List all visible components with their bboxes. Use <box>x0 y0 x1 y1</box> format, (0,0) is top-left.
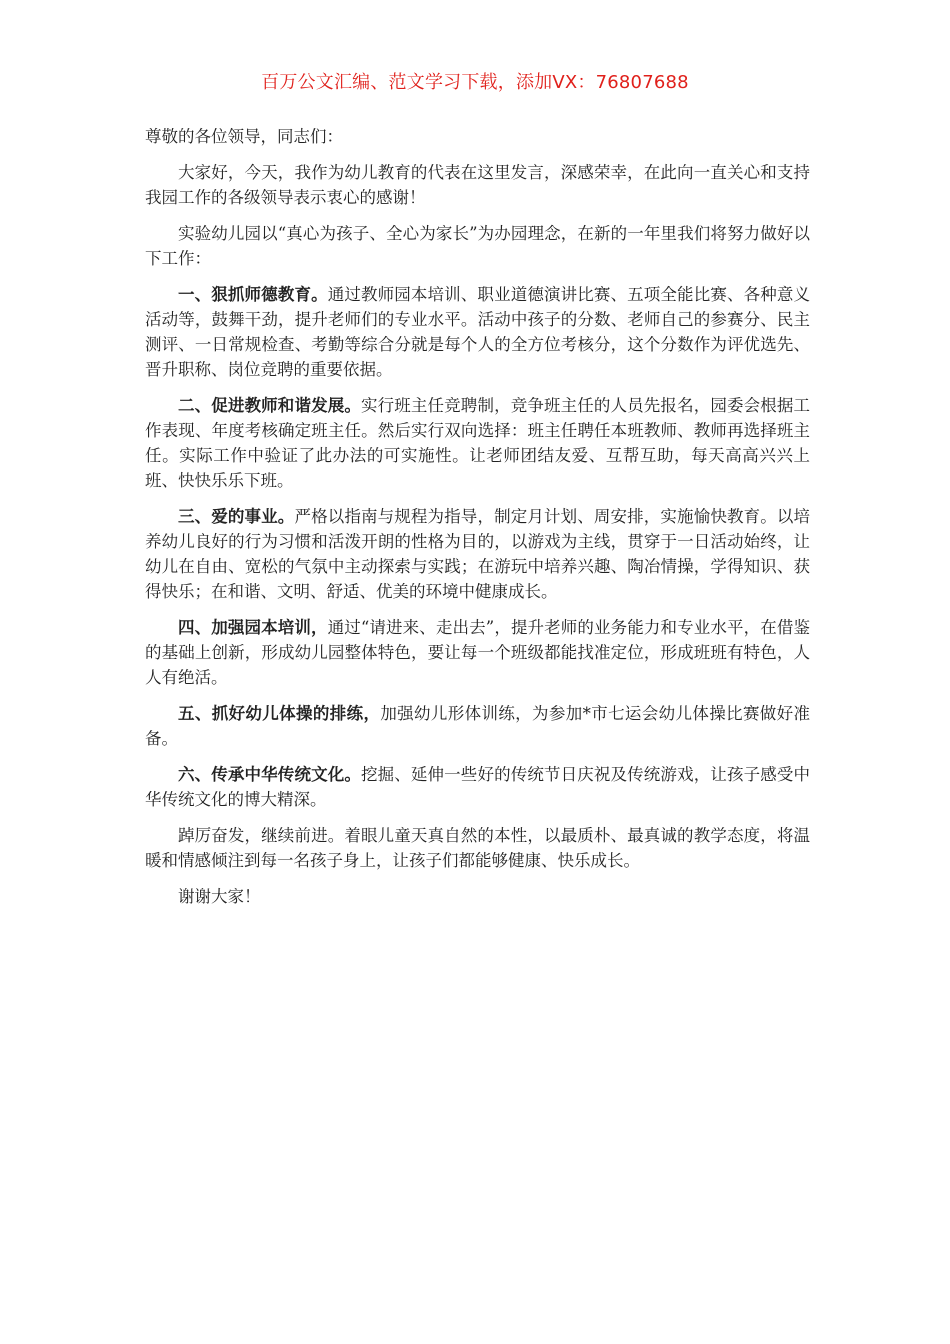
work-item-2 <box>145 393 810 493</box>
work-item-body: 加强幼儿形体训练，为参加*市七运会幼儿体操比赛做好准备。 <box>145 704 811 748</box>
work-item-heading: 六、传承中华传统文化。 <box>178 765 361 784</box>
work-item-heading: 四、加强园本培训， <box>178 618 328 637</box>
work-item-5 <box>145 701 810 751</box>
work-item-body: 挖掘、延伸一些好的传统节日庆祝及传统游戏，让孩子感受中华传统文化的博大精深。 <box>145 765 811 809</box>
work-item-body: 实行班主任竞聘制，竞争班主任的人员先报名，园委会根据工作表现、年度考核确定班主任。然后实行双向选择：班主任聘任本班教师、教师再选择班主任。实际工作中验证了此办法的可实施性。让老师团结友爱、互帮互助，每天高高兴兴上班、快快乐乐下班。 <box>145 396 811 490</box>
salutation: 尊敬的各位领导，同志们： <box>145 127 343 146</box>
work-item-body: 严格以指南与规程为指导，制定月计划、周安排，实施愉快教育。以培养幼儿良好的行为习惯和活泼开朗的性格为目的，以游戏为主线，贯穿于一日活动始终，让幼儿在自由、宽松的气氛中主动探索与实践；在游玩中培养兴趣、陶冶情操，学得知识、获得快乐；在和谐、文明、舒适、优美的环境中健康成长。 <box>145 507 811 601</box>
philosophy-paragraph: 实验幼儿园以“真心为孩子、全心为家长”为办园理念，在新的一年里我们将努力做好以下工作： <box>145 224 810 268</box>
intro-paragraph: 大家好，今天，我作为幼儿教育的代表在这里发言，深感荣幸，在此向一直关心和支持我园工作的各级领导表示衷心的感谢！ <box>145 163 810 207</box>
work-item-heading: 五、抓好幼儿体操的排练， <box>178 704 381 723</box>
work-item-body: 通过“请进来、走出去”，提升老师的业务能力和专业水平，在借鉴的基础上创新，形成幼儿园整体特色，要让每一个班级都能找准定位，形成班班有特色，人人有绝活。 <box>145 618 811 687</box>
work-item-heading: 一、狠抓师德教育。 <box>178 285 328 304</box>
work-item-3 <box>145 504 810 604</box>
work-item-heading: 二、促进教师和谐发展。 <box>178 396 361 415</box>
work-item-1 <box>145 282 810 382</box>
work-item-4 <box>145 615 810 690</box>
work-item-heading: 三、爱的事业。 <box>178 507 295 526</box>
header-banner: 百万公文汇编、范文学习下载，添加VX：76807688 <box>261 72 689 93</box>
work-item-6 <box>145 762 810 812</box>
document-body <box>145 124 810 920</box>
thanks-line: 谢谢大家！ <box>178 887 261 906</box>
closing-paragraph: 踔厉奋发，继续前进。着眼儿童天真自然的本性，以最质朴、最真诚的教学态度，将温暖和情感倾注到每一名孩子身上，让孩子们都能够健康、快乐成长。 <box>145 826 810 870</box>
work-item-body: 通过教师园本培训、职业道德演讲比赛、五项全能比赛、各种意义活动等，鼓舞干劲，提升老师们的专业水平。活动中孩子的分数、老师自己的参赛分、民主测评、一日常规检查、考勤等综合分就是每个人的全方位考核分，这个分数作为评优选先、晋升职称、岗位竞聘的重要依据。 <box>145 285 811 379</box>
